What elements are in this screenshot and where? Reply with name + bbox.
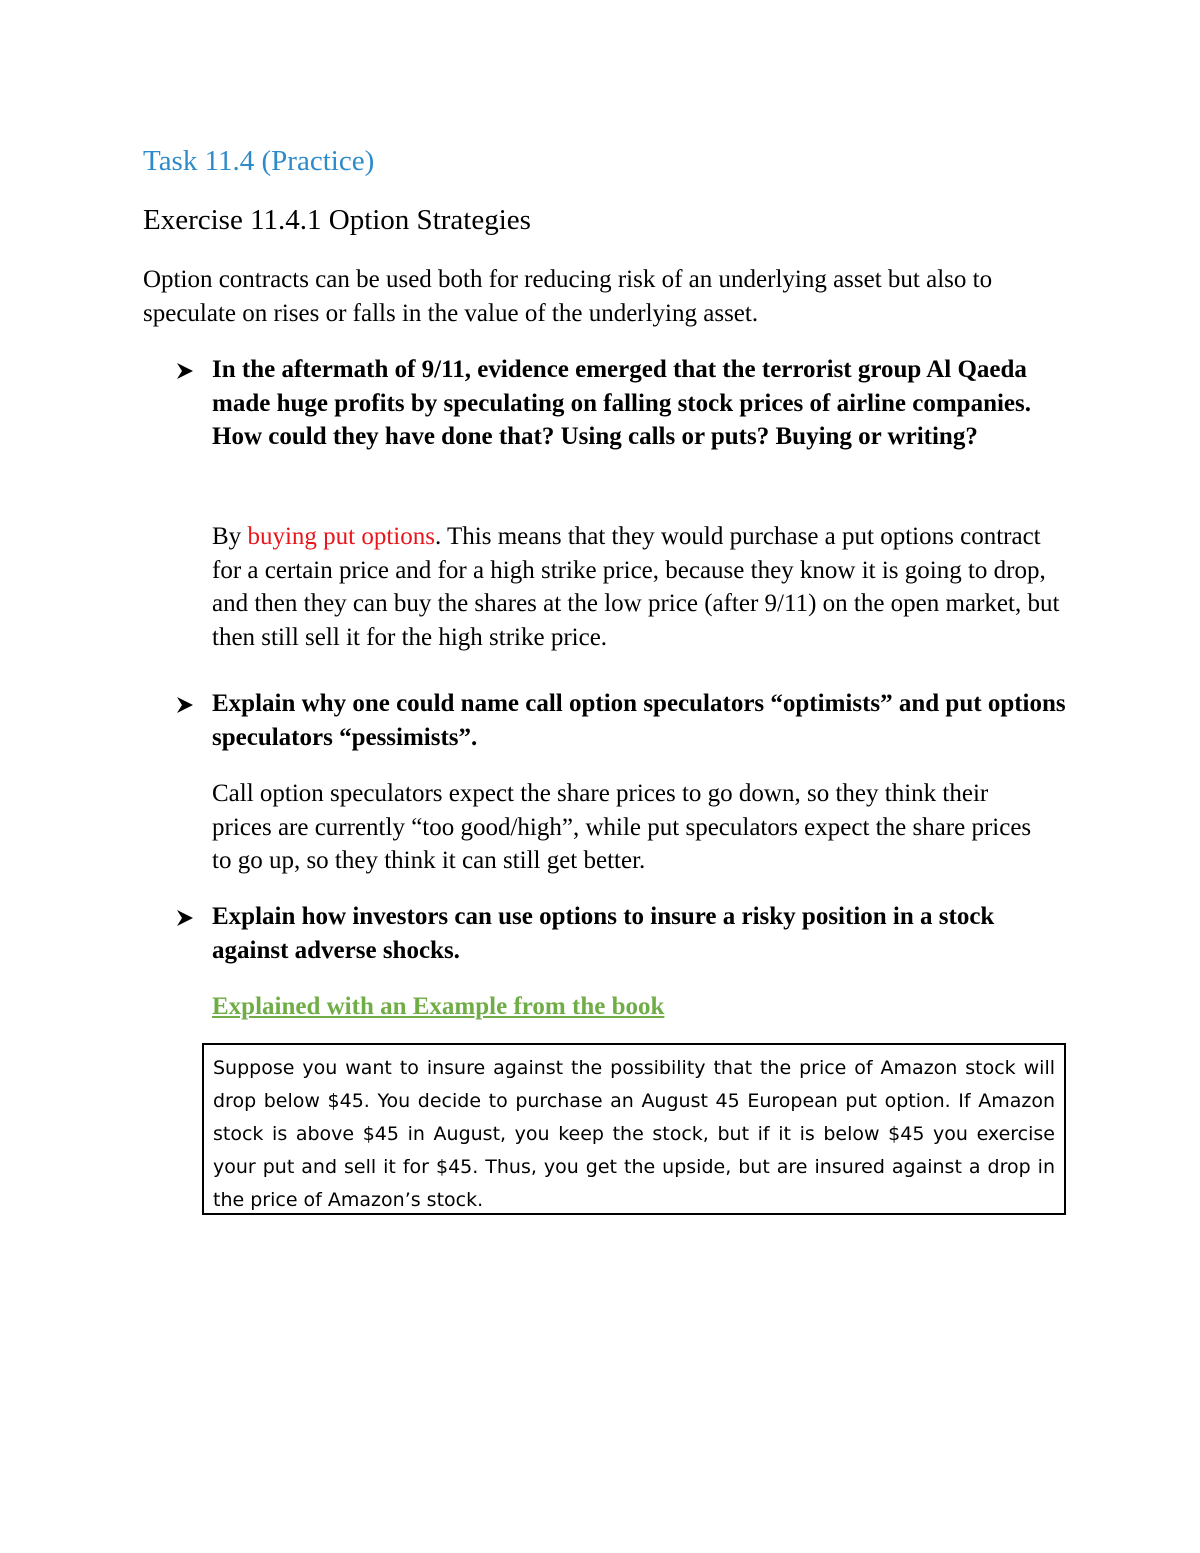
exercise-title: Exercise 11.4.1 Option Strategies [143,204,531,236]
answer-1-highlight: buying put options [247,523,435,550]
question-3: Explain how investors can use options to insure a risky position in a stock against adverse shocks. [212,903,995,964]
example-heading: Explained with an Example from the book [212,993,665,1020]
question-1: In the aftermath of 9/11, evidence emerged that the terrorist group Al Qaeda made huge profits by speculating on falling stock prices of airline companies. How could they have done that? Using calls or puts? Buying or writing? [212,356,1032,450]
task-title: Task 11.4 (Practice) [143,145,375,177]
arrowhead-icon [175,361,195,381]
arrowhead-icon [175,908,195,928]
question-2: Explain why one could name call option speculators “optimists” and put options speculators “pessimists”. [212,690,1066,751]
answer-1-prefix: By [212,523,248,550]
answer-1-rest: . This means that they would purchase a put options contract for a certain price and for a high strike price, because they know it is going to drop, and then they can buy the shares at the low price (after 9/11) on the open market, but then still sell it for the high strike price. [212,523,1060,651]
arrowhead-icon [175,695,195,715]
answer-1 [212,520,1072,654]
intro-paragraph: Option contracts can be used both for reducing risk of an underlying asset but also to speculate on rises or falls in the value of the underlying asset. [143,266,993,327]
answer-2: Call option speculators expect the share prices to go down, so they think their prices are currently “too good/high”, while put speculators expect the share prices to go up, so they think it can still get better. [212,780,1032,874]
example-box: Suppose you want to insure against the possibility that the price of Amazon stock will drop below $45. You decide to purchase an August 45 European put option. If Amazon stock is above $45 in August, you keep the stock, but if it is below $45 you exercise your put and sell it for $45. Thus, you get the upside, but are insured against a drop in the price of Amazon’s stock. [202,1043,1066,1215]
